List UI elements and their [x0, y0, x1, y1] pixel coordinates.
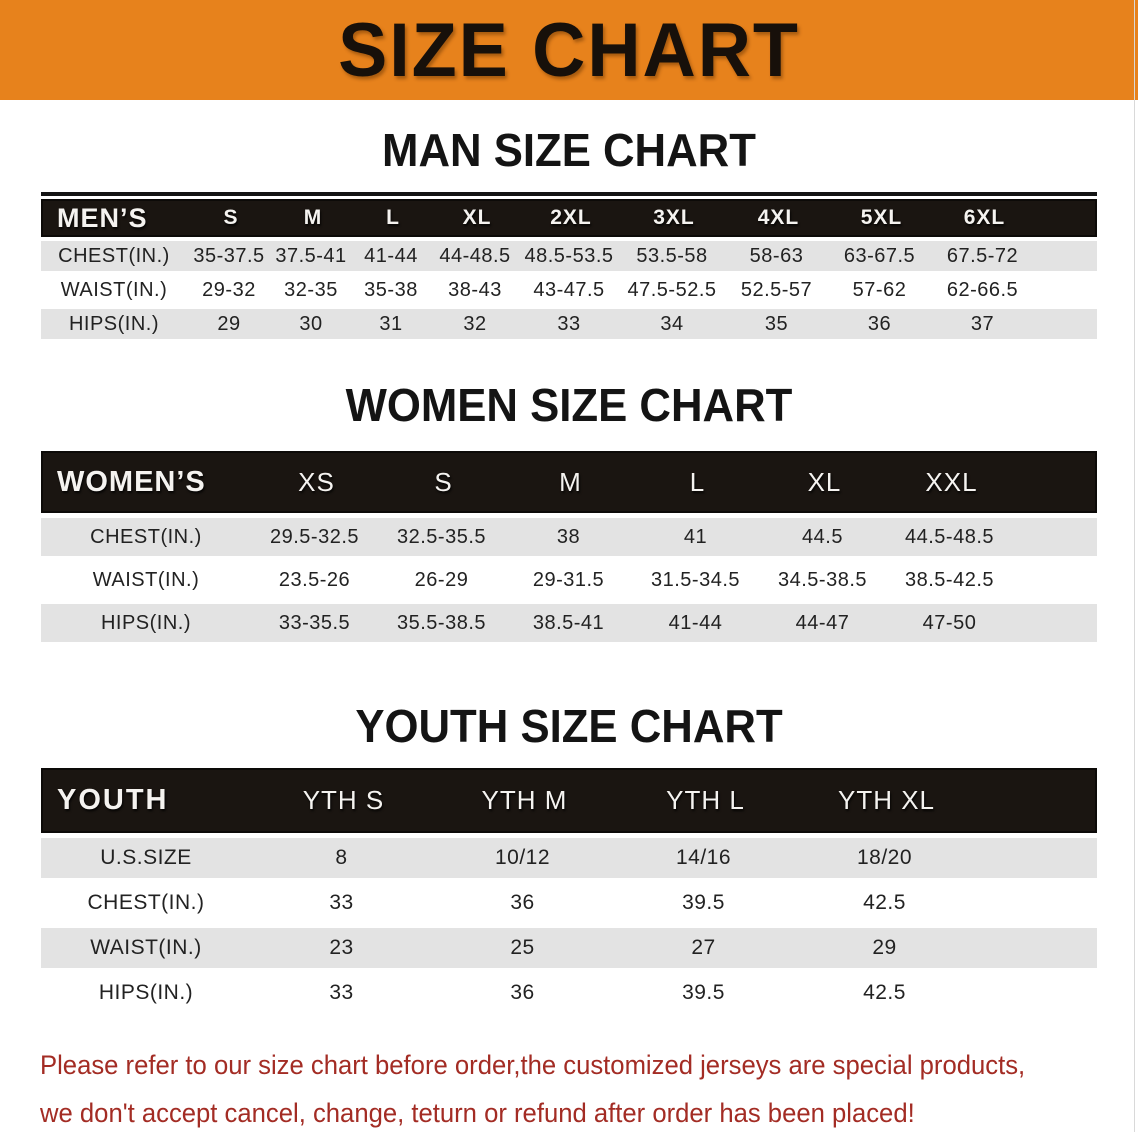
size-column-header: L — [386, 206, 400, 229]
value-cell: 47.5-52.5 — [627, 278, 717, 301]
women-size-table — [41, 451, 1097, 642]
size-column-header: 4XL — [757, 206, 800, 229]
table-row — [41, 241, 1097, 271]
value-cell: 53.5-58 — [636, 244, 708, 267]
value-cell: 18/20 — [856, 846, 913, 869]
table-row — [41, 838, 1097, 878]
value-cell: 29-31.5 — [532, 568, 605, 591]
table-row — [41, 928, 1097, 968]
size-column-header: 5XL — [860, 206, 903, 229]
value-cell: 48.5-53.5 — [524, 244, 614, 267]
row-label: HIPS(IN.) — [98, 981, 194, 1004]
value-cell: 44.5 — [802, 525, 843, 548]
value-cell: 36 — [867, 312, 892, 335]
value-cell: 29-32 — [202, 278, 256, 301]
value-cell: 62-66.5 — [946, 278, 1019, 301]
row-label: WAIST(IN.) — [92, 568, 200, 591]
row-label: HIPS(IN.) — [100, 611, 192, 634]
value-cell: 23.5-26 — [278, 568, 351, 591]
size-column-header: 2XL — [550, 206, 592, 229]
value-cell: 38.5-41 — [532, 611, 605, 634]
row-label: WAIST(IN.) — [60, 278, 168, 301]
table-title-cell: MEN’S — [57, 202, 148, 233]
row-label: CHEST(IN.) — [58, 244, 170, 267]
table-row — [41, 883, 1097, 923]
value-cell: 35-37.5 — [193, 244, 265, 267]
value-cell: 38.5-42.5 — [904, 568, 994, 591]
value-cell: 32 — [463, 312, 487, 335]
value-cell: 35.5-38.5 — [396, 611, 486, 634]
size-column-header: YTH M — [481, 785, 568, 815]
value-cell: 31 — [379, 312, 403, 335]
value-cell: 58-63 — [749, 244, 804, 267]
value-cell: 38-43 — [448, 278, 502, 301]
youth-section-heading: YOUTH SIZE CHART — [355, 700, 783, 752]
size-chart-banner — [0, 0, 1138, 100]
row-label: HIPS(IN.) — [68, 312, 160, 335]
value-cell: 31.5-34.5 — [650, 568, 740, 591]
value-cell: 29 — [872, 936, 897, 959]
value-cell: 57-62 — [852, 278, 907, 301]
disclaimer-note — [40, 1041, 1138, 1132]
value-cell: 35 — [764, 312, 789, 335]
value-cell: 41-44 — [364, 244, 418, 267]
value-cell: 44-47 — [795, 611, 850, 634]
page-title: SIZE CHART — [338, 7, 800, 93]
value-cell: 33 — [557, 312, 581, 335]
value-cell: 67.5-72 — [946, 244, 1019, 267]
value-cell: 32-35 — [284, 278, 338, 301]
disclaimer-line-2: we don't accept cancel, change, teturn or refund after order has been placed! — [40, 1098, 915, 1128]
row-label: WAIST(IN.) — [90, 936, 202, 959]
size-column-header: XL — [807, 466, 842, 497]
size-column-header: L — [689, 466, 706, 497]
value-cell: 43-47.5 — [533, 278, 605, 301]
value-cell: 44-48.5 — [439, 244, 511, 267]
value-cell: 41 — [683, 525, 708, 548]
value-cell: 37.5-41 — [275, 244, 347, 267]
table-row — [41, 518, 1097, 556]
right-edge-divider — [1134, 0, 1135, 1132]
table-row — [41, 604, 1097, 642]
value-cell: 39.5 — [682, 891, 725, 914]
value-cell: 23 — [329, 936, 354, 959]
value-cell: 10/12 — [494, 846, 551, 869]
value-cell: 8 — [335, 846, 348, 869]
men-section-heading: MAN SIZE CHART — [382, 124, 756, 176]
value-cell: 35-38 — [364, 278, 418, 301]
youth-size-table — [41, 768, 1097, 1013]
value-cell: 34.5-38.5 — [777, 568, 867, 591]
value-cell: 47-50 — [922, 611, 977, 634]
value-cell: 33 — [329, 981, 354, 1004]
disclaimer-line-1: Please refer to our size chart before order,the customized jerseys are special products, — [40, 1050, 1026, 1080]
size-column-header: S — [434, 466, 453, 497]
value-cell: 29 — [217, 312, 241, 335]
value-cell: 25 — [510, 936, 535, 959]
table-title-cell: WOMEN’S — [57, 465, 206, 498]
size-column-header: S — [223, 206, 239, 229]
value-cell: 26-29 — [414, 568, 469, 591]
value-cell: 42.5 — [863, 981, 906, 1004]
table-row — [41, 561, 1097, 599]
table-title-cell: YOUTH — [57, 784, 169, 816]
value-cell: 14/16 — [675, 846, 732, 869]
value-cell: 41-44 — [668, 611, 723, 634]
value-cell: 33-35.5 — [278, 611, 351, 634]
size-column-header: 6XL — [963, 206, 1006, 229]
women-section — [0, 377, 1138, 642]
size-column-header: XL — [462, 206, 492, 229]
value-cell: 52.5-57 — [740, 278, 813, 301]
size-column-header: XXL — [925, 466, 978, 497]
value-cell: 38 — [556, 525, 581, 548]
value-cell: 42.5 — [863, 891, 906, 914]
table-header-row — [41, 768, 1097, 833]
table-header-row — [41, 451, 1097, 513]
table-row — [41, 275, 1097, 305]
value-cell: 27 — [691, 936, 716, 959]
value-cell: 29.5-32.5 — [269, 525, 359, 548]
value-cell: 30 — [299, 312, 323, 335]
row-label: CHEST(IN.) — [87, 891, 205, 914]
size-column-header: M — [559, 466, 582, 497]
value-cell: 37 — [970, 312, 995, 335]
table-row — [41, 309, 1097, 339]
size-column-header: M — [303, 206, 323, 229]
size-column-header: YTH L — [666, 785, 745, 815]
value-cell: 44.5-48.5 — [904, 525, 994, 548]
value-cell: 63-67.5 — [843, 244, 916, 267]
youth-section — [0, 698, 1138, 1013]
women-section-heading: WOMEN SIZE CHART — [345, 379, 793, 431]
table-row — [41, 973, 1097, 1013]
men-size-table — [41, 192, 1097, 339]
row-label: CHEST(IN.) — [90, 525, 202, 548]
size-column-header: YTH S — [302, 785, 385, 815]
size-column-header: XS — [298, 466, 335, 497]
size-column-header: YTH XL — [837, 785, 936, 815]
row-label: U.S.SIZE — [100, 846, 192, 869]
value-cell: 36 — [510, 891, 535, 914]
table-header-row — [41, 199, 1097, 237]
value-cell: 36 — [510, 981, 535, 1004]
size-column-header: 3XL — [653, 206, 695, 229]
value-cell: 39.5 — [682, 981, 725, 1004]
value-cell: 32.5-35.5 — [396, 525, 486, 548]
men-section — [0, 122, 1138, 339]
value-cell: 33 — [329, 891, 354, 914]
value-cell: 34 — [660, 312, 684, 335]
